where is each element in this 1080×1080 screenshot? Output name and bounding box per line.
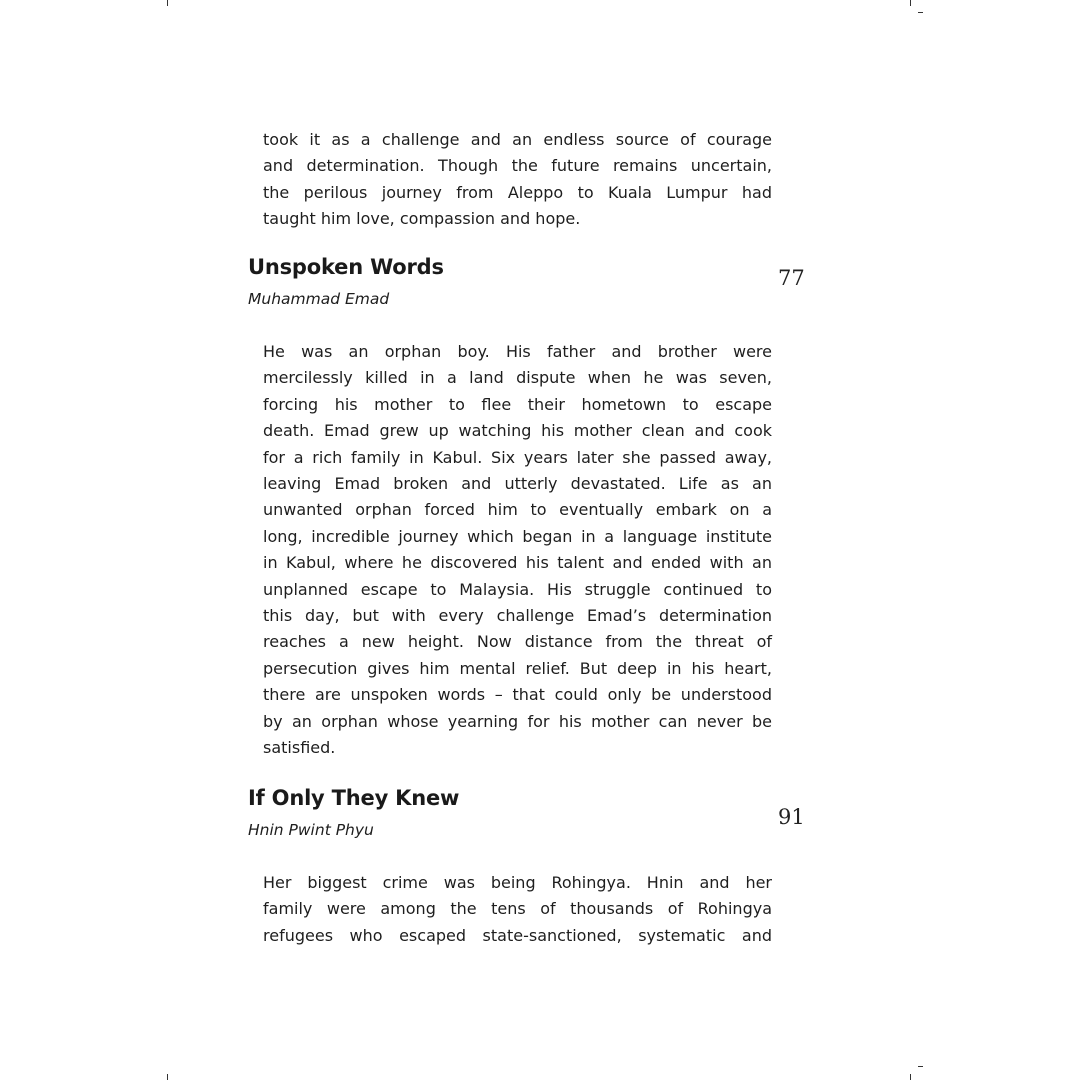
text-line: and determination. Though the future remains uncertain, bbox=[263, 156, 772, 176]
text-line: family were among the tens of thousands of Rohingya bbox=[263, 899, 772, 919]
text-line: in Kabul, where he discovered his talent and ended with an bbox=[263, 553, 772, 573]
story-author: Muhammad Emad bbox=[248, 290, 390, 308]
text-line: there are unspoken words – that could only be understood bbox=[263, 685, 772, 705]
text-line: by an orphan whose yearning for his mother can never be bbox=[263, 711, 772, 731]
story-summary bbox=[263, 339, 772, 762]
text-line: mercilessly killed in a land dispute when he was seven, bbox=[263, 368, 772, 388]
text-line: reaches a new height. Now distance from the threat of bbox=[263, 632, 772, 652]
story-summary bbox=[263, 870, 772, 949]
text-line: took it as a challenge and an endless source of courage bbox=[263, 130, 772, 149]
text-line: this day, but with every challenge Emad’s determination bbox=[263, 606, 772, 626]
text-line: long, incredible journey which began in a language institute bbox=[263, 526, 772, 546]
text-line: satisfied. bbox=[263, 738, 336, 758]
crop-mark-bottom-right-h bbox=[918, 1066, 923, 1067]
text-line: the perilous journey from Aleppo to Kuala Lumpur had bbox=[263, 182, 772, 202]
intro-paragraph bbox=[263, 127, 772, 233]
crop-mark-bottom-left bbox=[167, 1074, 168, 1080]
text-line: taught him love, compassion and hope. bbox=[263, 209, 581, 229]
crop-mark-top-left bbox=[167, 0, 168, 6]
text-line: Her biggest crime was being Rohingya. Hnin and her bbox=[263, 873, 772, 892]
story-author: Hnin Pwint Phyu bbox=[248, 821, 374, 839]
text-line: He was an orphan boy. His father and brother were bbox=[263, 342, 772, 361]
text-line: persecution gives him mental relief. But deep in his heart, bbox=[263, 658, 772, 678]
page-number: 77 bbox=[778, 266, 805, 290]
text-line: unwanted orphan forced him to eventually embark on a bbox=[263, 500, 772, 520]
text-line: death. Emad grew up watching his mother clean and cook bbox=[263, 421, 772, 441]
page-number: 91 bbox=[778, 805, 805, 829]
story-title: If Only They Knew bbox=[248, 786, 460, 810]
text-line: refugees who escaped state-sanctioned, systematic and bbox=[263, 925, 772, 945]
crop-mark-top-right-h bbox=[918, 12, 923, 13]
text-line: unplanned escape to Malaysia. His struggle continued to bbox=[263, 579, 772, 599]
text-line: for a rich family in Kabul. Six years later she passed away, bbox=[263, 447, 772, 467]
crop-mark-top-right bbox=[910, 0, 911, 6]
story-title: Unspoken Words bbox=[248, 255, 444, 279]
text-line: forcing his mother to flee their hometown to escape bbox=[263, 394, 772, 414]
text-line: leaving Emad broken and utterly devastated. Life as an bbox=[263, 474, 772, 494]
crop-mark-bottom-right bbox=[910, 1074, 911, 1080]
